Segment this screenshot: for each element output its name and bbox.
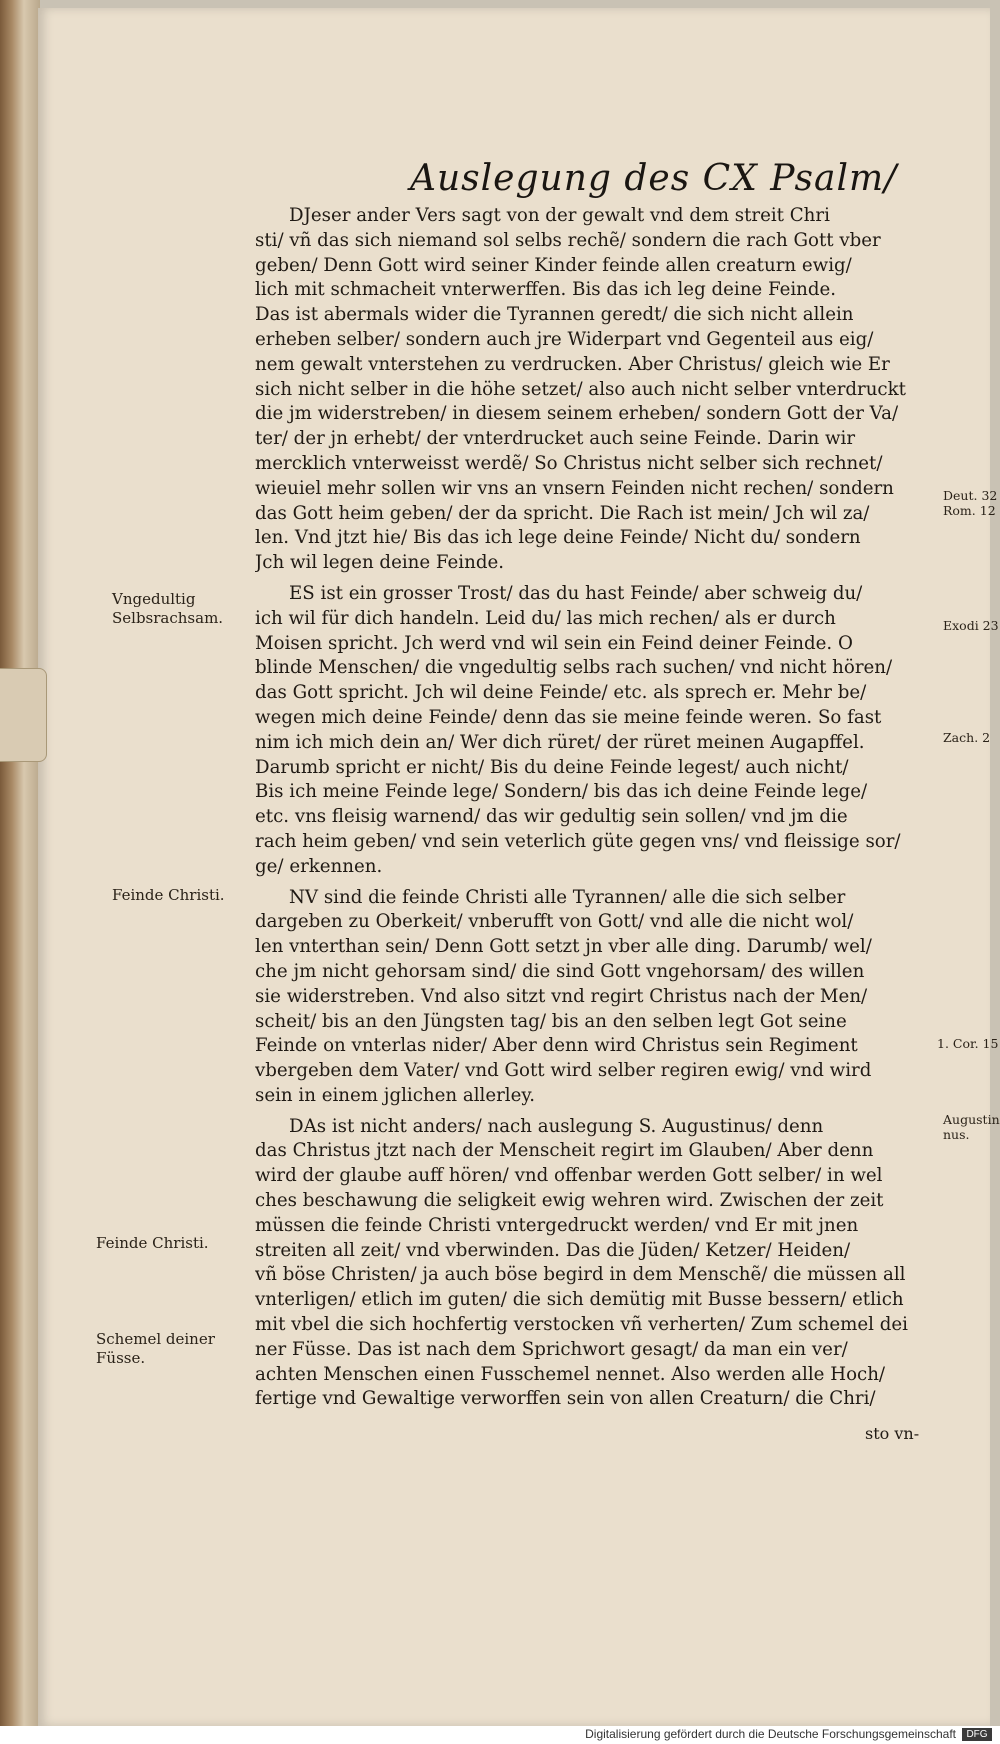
body-text — [255, 204, 935, 1412]
text-line: das Gott heim geben/ der da spricht. Die Rach ist mein/ Jch wil za/ — [255, 502, 870, 524]
text-line: che jm nicht gehorsam sind/ die sind Gott vngehorsam/ des willen — [255, 960, 865, 982]
margin-note-line: Selbsrachsam. — [112, 609, 224, 627]
text-line: DJeser ander Vers sagt von der gewalt vnd dem streit Chri — [289, 205, 830, 226]
text-line: streiten all zeit/ vnd vberwinden. Das die Jüden/ Ketzer/ Heiden/ — [255, 1239, 851, 1261]
text-line: nem gewalt vnterstehen zu verdrucken. Aber Christus/ gleich wie Er — [255, 353, 890, 375]
margin-note-line: Exodi 23 — [943, 618, 999, 633]
margin-note-left — [112, 886, 225, 905]
footer-credit: Digitalisierung gefördert durch die Deutsche Forschungsgemeinschaft — [585, 1727, 956, 1741]
margin-note-right — [937, 1036, 998, 1051]
margin-note-left — [96, 1234, 209, 1253]
text-line: geben/ Denn Gott wird seiner Kinder feinde allen creaturn ewig/ — [255, 254, 852, 276]
page-tab-marker — [0, 668, 47, 762]
margin-note-line: Füsse. — [96, 1349, 146, 1367]
text-line: sein in einem jglichen allerley. — [255, 1084, 536, 1106]
margin-note-line: Feinde Christi. — [96, 1234, 209, 1252]
text-line: etc. vns fleisig warnend/ das wir gedultig sein sollen/ vnd jm die — [255, 806, 848, 828]
margin-note-right — [943, 1112, 1000, 1142]
catchword: sto vn- — [865, 1424, 920, 1443]
margin-note-line: 1. Cor. 15 — [937, 1036, 999, 1051]
margin-note-line: Rom. 12 — [943, 503, 996, 518]
text-line: len. Vnd jtzt hie/ Bis das ich lege deine Feinde/ Nicht du/ sondern — [255, 527, 861, 549]
text-line: Bis ich meine Feinde lege/ Sondern/ bis das ich deine Feinde lege/ — [255, 781, 868, 803]
text-line: rach heim geben/ vnd sein veterlich güte gegen vns/ vnd fleissige sor/ — [255, 830, 901, 852]
text-line: die jm widerstreben/ in diesem seinem erheben/ sondern Gott der Va/ — [255, 403, 899, 425]
margin-note-right — [943, 730, 990, 745]
margin-note-line: Schemel deiner — [96, 1330, 215, 1348]
text-line: ich wil für dich handeln. Leid du/ las mich rechen/ als er durch — [255, 607, 836, 629]
text-line: wegen mich deine Feinde/ denn das sie meine feinde weren. So fast — [255, 706, 882, 728]
margin-note-line: Zach. 2 — [943, 730, 991, 745]
text-line: achten Menschen einen Fusschemel nennet. Also werden alle Hoch/ — [255, 1363, 886, 1385]
footer-bar — [0, 1726, 1000, 1744]
margin-note-left — [96, 1330, 215, 1368]
text-line: nim ich mich dein an/ Wer dich rüret/ der rüret meinen Augapffel. — [255, 731, 865, 753]
text-line: ter/ der jn erhebt/ der vnterdrucket auch seine Feinde. Darin wir — [255, 428, 856, 450]
text-line: ner Füsse. Das ist nach dem Sprichwort gesagt/ da man ein ver/ — [255, 1338, 848, 1360]
margin-note-line: Feinde Christi. — [112, 886, 225, 904]
text-line: Das ist abermals wider die Tyrannen geredt/ die sich nicht allein — [255, 304, 854, 326]
text-line: sie widerstreben. Vnd also sitzt vnd regirt Christus nach der Men/ — [255, 985, 868, 1007]
margin-note-right — [943, 488, 997, 518]
margin-note-line: Vngedultig — [112, 590, 196, 608]
text-line: DAs ist nicht anders/ nach auslegung S. Augustinus/ denn — [289, 1115, 824, 1137]
text-line: Darumb spricht er nicht/ Bis du deine Feinde legest/ auch nicht/ — [255, 756, 849, 778]
text-line: Jch wil legen deine Feinde. — [255, 552, 505, 574]
margin-note-right — [943, 618, 999, 633]
margin-note-line: Deut. 32 — [943, 488, 998, 503]
text-line: mit vbel die sich hochfertig verstocken vñ verherten/ Zum schemel dei — [255, 1314, 908, 1336]
text-line: blinde Menschen/ die vngedultig selbs rach suchen/ vnd nicht hören/ — [255, 657, 893, 679]
book-edge — [0, 0, 40, 1744]
text-line: lich mit schmacheit vnterwerffen. Bis das ich leg deine Feinde. — [255, 279, 837, 301]
text-line: vñ böse Christen/ ja auch böse begird in dem Menschẽ/ die müssen all — [255, 1264, 906, 1286]
text-line: fertige vnd Gewaltige verworffen sein von allen Creaturn/ die Chri/ — [255, 1388, 876, 1410]
margin-note-line: nus. — [943, 1127, 970, 1142]
text-line: das Christus jtzt nach der Menscheit regirt im Glauben/ Aber denn — [255, 1140, 874, 1162]
margin-note-line: Augustin — [943, 1112, 1000, 1127]
text-line: Moisen spricht. Jch werd vnd wil sein ein Feind deiner Feinde. O — [255, 632, 853, 654]
text-line: das Gott spricht. Jch wil deine Feinde/ etc. als sprech er. Mehr be/ — [255, 682, 867, 704]
text-line: müssen die feinde Christi vntergedruckt werden/ vnd Er mit jnen — [255, 1214, 859, 1236]
text-line: Feinde on vnterlas nider/ Aber denn wird Christus sein Regiment — [255, 1035, 858, 1057]
text-line: mercklich vnterweisst werdẽ/ So Christus nicht selber sich rechnet/ — [255, 452, 883, 474]
margin-note-left — [112, 590, 223, 628]
text-line: len vnterthan sein/ Denn Gott setzt jn vber alle ding. Darumb/ wel/ — [255, 936, 872, 958]
text-line: dargeben zu Oberkeit/ vnberufft von Gott/ vnd alle die nicht wol/ — [255, 911, 854, 933]
text-line: vbergeben dem Vater/ vnd Gott wird selber regiren ewig/ vnd wird — [255, 1060, 872, 1082]
text-line: NV sind die feinde Christi alle Tyrannen/ alle die sich selber — [289, 886, 846, 908]
text-line: sich nicht selber in die höhe setzet/ also auch nicht selber vnterdruckt — [255, 378, 906, 400]
text-line: ge/ erkennen. — [255, 855, 383, 877]
text-line: erheben selber/ sondern auch jre Widerpart vnd Gegenteil aus eig/ — [255, 328, 874, 350]
page-heading: Auslegung des CX Psalm/ — [410, 158, 898, 199]
text-line: wieuiel mehr sollen wir vns an vnsern Feinden nicht rechen/ sondern — [255, 477, 894, 499]
dfg-logo: DFG — [962, 1728, 992, 1741]
text-line: vnterligen/ etlich im guten/ die sich demütig mit Busse bessern/ etlich — [255, 1289, 904, 1311]
text-line: scheit/ bis an den Jüngsten tag/ bis an den selben legt Got seine — [255, 1010, 847, 1032]
text-line: ches beschawung die seligkeit ewig wehren wird. Zwischen der zeit — [255, 1190, 884, 1212]
text-line: sti/ vñ das sich niemand sol selbs rechẽ/ sondern die rach Gott vber — [255, 229, 881, 251]
text-line: ES ist ein grosser Trost/ das du hast Feinde/ aber schweig du/ — [289, 582, 863, 604]
text-line: wird der glaube auff hören/ vnd offenbar werden Gott selber/ in wel — [255, 1165, 883, 1187]
